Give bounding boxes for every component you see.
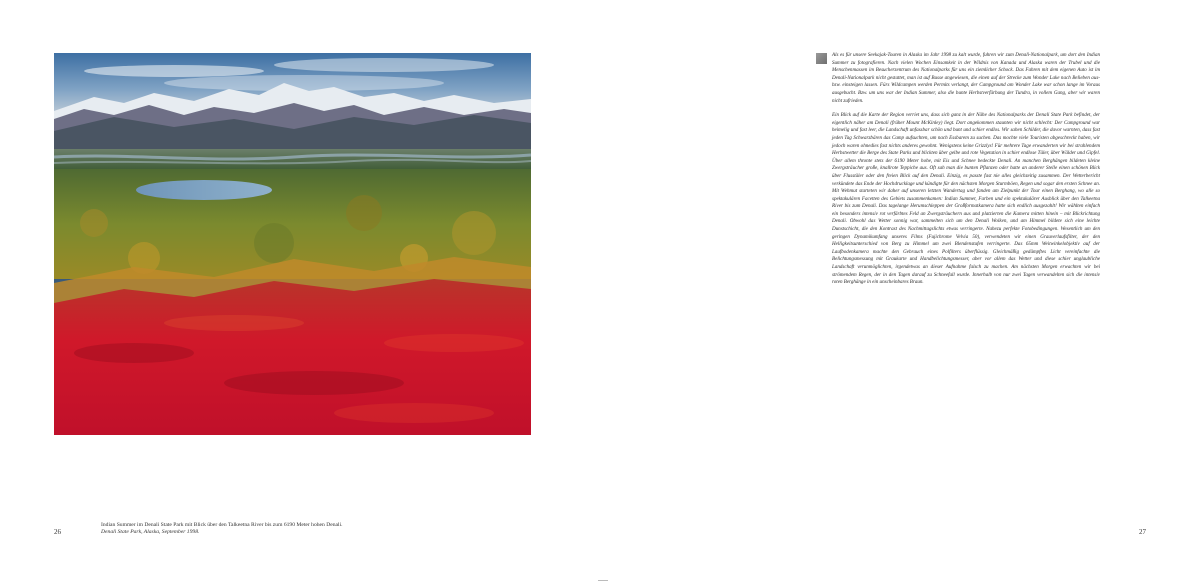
body-paragraph-2: Ein Blick auf die Karte der Region verriet uns, dass sich ganz in der Nähe des Nationalparks der Denali State Park befindet, der eigentlich näher am Denali (früher Mount McKinley) liegt. Dort angekommen staunten wir nicht schlecht: Der Campground war heimelig und fast leer, die Landschaft unfassbar schön und bunt und schier endlos. Wir sahen Schilder, die davor warnten, dass fast jeden Tag Schwarzbären das Camp aufsuchten, um nach Essbarem zu suchen. Das mochte viele Touristen abgeschreckt haben, wir jedoch waren ohnedies fast nichts anderes gewohnt. Wenigstens keine Grizzlys! Für mehrere Tage erwanderten wir bei strahlendem Herbstwetter die Berge des State Parks und blickten über gelbe und rote Vegetation in schier endlose Täler, über Wälder und Gipfel. Über allem thronte stets der 6190 Meter hohe, mit Eis und Schnee bedeckte Denali. An manchen Berghängen bildeten kleine Zwergsträucher große, knallrote Teppiche aus. Oft sah man die bunten Pflanzen oder hatte an anderer Stelle einen schönen Blick über Flusstäler oder den freien Blick auf den Denali. Einzig, es passte fast nie alles gleichzeitig zusammen. Der Wetterbericht verkündete das Ende der Hochdrucklage und kündigte für den nächsten Morgen Sturmböen, Regen und sogar den ersten Schnee an. Mit Wehmut starteten wir daher auf unseren letzten Wandertag und fanden am Zielpunkt der Tour einen Berghang, wo alle so spektakulären Facetten des Gebiets zusammenkamen: Indian Summer, Farben und ein spektakulärer Ausblick über den Talkeetna River bis zum Denali. Das tagelange Herumschleppen der Großformatkamera hatte sich endlich ausgezahlt! Wir wählten einfach ein besonders intensiv rot verfärbtes Feld an Zwergsträuchern aus und platzierten die Kamera mitten hinein – mit Blickrichtung Denali. Obwohl das Wetter sonnig war, sammelten sich um den Denali Wolken, und am Himmel bildete sich eine leichte Dunstschicht, die den Kontrast des Nachmittagslichts etwas verringerte. Nahezu perfekte Fotobedingungen. Wesentlich um den geringen Dynamikumfang unseres Films (Fujichrome Velvia 50), verwendeten wir einen Grauverlaufsfilter, der den Helligkeitsunterschied von Berg zu Himmel um zwei Blendenstufen verringerte. Das 65mm Weitwinkelobjektiv auf der Laufbodenkamera machte den Gebrauch eines Polfilters überflüssig. Gleichmäßig gedämpftes Licht vereinfachte die Belichtungsmessung mit Graukarte und Handbelichtungsmesser, aber vor allem das Wetter und diese schier unglaubliche Landschaft verunmöglichten, irgendetwas an dieser Aufnahme falsch zu machen. Am nächsten Morgen erwachten wir bei strömendem Regen, der in den Tagen darauf zu Schneefall wurde. Innerhalb von nur zwei Tagen verwandelten sich die intensiv roten Berghänge in ein unscheinbares Braun. [832, 112, 1100, 286]
page-number-left: 26 [54, 528, 61, 536]
photo-illustration [54, 53, 531, 435]
caption-description: Indian Summer im Denali State Park mit Blick über den Talkeetna River bis zum 6190 Meter hohen Denali. [101, 522, 343, 528]
caption-location: Denali State Park, Alaska, September 1998. [101, 529, 200, 536]
page-number-right: 27 [1139, 528, 1146, 536]
body-paragraph-1: Als es für unsere Seekajak-Touren in Alaska im Jahr 1998 zu kalt wurde, fuhren wir zum Denali-Nationalpark, um dort den Indian Summer zu fotografieren. Nach vielen Wochen Einsamkeit in der Wildnis von Kanada und Alaska waren der Trubel und die Menschenmassen im Besucherzentrum des Nationalparks für uns ein ziemlicher Schock. Das Fahren mit dem eigenen Auto ist im Denali-Nationalpark nicht gestattet, man ist auf Busse angewiesen, die einen auf der Strecke zum Wonder Lake nach Belieben aus- bzw. einsteigen lassen. Fürs Wildcampen werden Permits verlangt, der Campground am Wonder Lake war schon lange im Voraus ausgebucht. Bzw. um uns war der Indian Summer, also die bunte Herbstverfärbung der Tundra, in vollem Gang, aber wir waren nicht zufrieden. [832, 52, 1100, 104]
landscape-photo [54, 53, 531, 435]
drop-cap-ornament [816, 53, 827, 64]
photo-caption [101, 522, 481, 537]
body-text-column [832, 52, 1100, 294]
gutter-mark [598, 580, 608, 581]
